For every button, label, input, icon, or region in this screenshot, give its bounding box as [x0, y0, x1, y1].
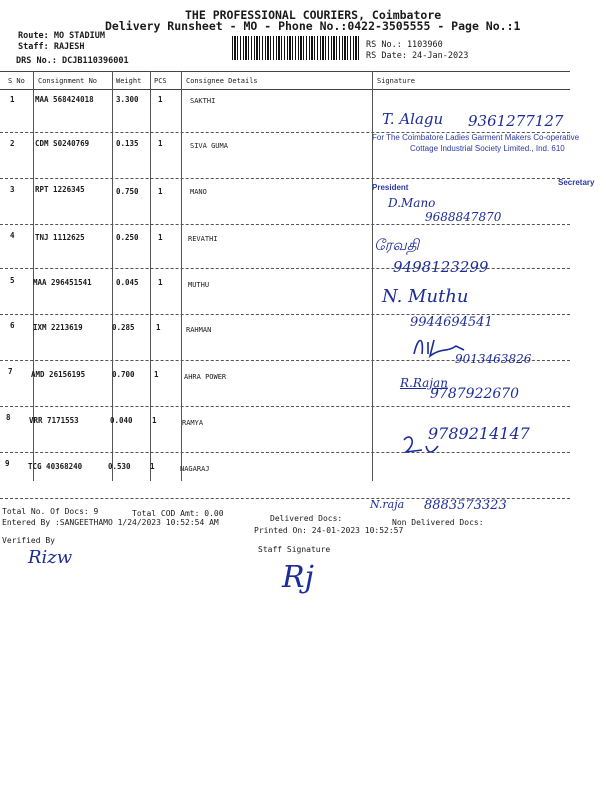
barcode	[232, 36, 360, 60]
row-weight: 0.750	[116, 187, 139, 196]
phone-handwriting: 8883573323	[424, 498, 507, 513]
table-header-line	[0, 89, 570, 90]
row-consignee: SIVA GUMA	[190, 142, 228, 150]
non-delivered-docs: Non Delivered Docs:	[392, 518, 484, 527]
row-consignee: RAMYA	[182, 419, 204, 427]
row-consignee: AHRA POWER	[184, 373, 227, 381]
signature-handwriting: N. Muthu	[382, 286, 469, 307]
row-weight: 0.530	[108, 462, 131, 471]
rs-number: RS No.: 1103960	[366, 40, 443, 50]
row-consignment: AMD 26156195	[31, 370, 86, 379]
row-pcs: 1	[158, 278, 163, 287]
row-divider	[0, 178, 570, 179]
row-consignee: MUTHU	[188, 281, 210, 289]
phone-handwriting: 9013463826	[455, 352, 532, 366]
row-pcs: 1	[156, 323, 161, 332]
row-consignee: NAGARAJ	[180, 465, 210, 473]
row-sno: 2	[10, 139, 15, 148]
row-sno: 1	[10, 95, 15, 104]
route-label: Route: MO STADIUM	[18, 31, 105, 41]
row-divider	[0, 452, 570, 453]
row-pcs: 1	[158, 139, 163, 148]
row-weight: 3.300	[116, 95, 139, 104]
secretary-label: Secretary	[558, 178, 595, 187]
row-consignment: CDM S0240769	[35, 139, 90, 148]
row-consignment: MAA 568424018	[35, 95, 94, 104]
col-header-sno: S No	[8, 77, 25, 85]
row-sno: 8	[6, 413, 11, 422]
row-sno: 7	[8, 367, 13, 376]
row-sno: 6	[10, 321, 15, 330]
signature-handwriting: N.raja	[370, 498, 405, 511]
row-consignee: REVATHI	[188, 235, 218, 243]
row-sno: 9	[5, 459, 10, 468]
row-consignment: IXM 2213619	[33, 323, 83, 332]
row-consignment: TCG 40368240	[28, 462, 83, 471]
row-divider	[0, 224, 570, 225]
row-sno: 3	[10, 185, 15, 194]
row-weight: 0.250	[116, 233, 139, 242]
entered-by: Entered By :SANGEETHAMO 1/24/2023 10:52:54 AM	[2, 518, 219, 527]
row-consignee: SAKTHI	[190, 97, 216, 105]
row-consignee: MANO	[190, 188, 207, 196]
verified-signature: Rizw	[28, 547, 73, 568]
row-consignment: TNJ 1112625	[35, 233, 85, 242]
phone-handwriting: 9789214147	[428, 424, 530, 443]
verified-by-label: Verified By	[2, 536, 55, 545]
society-stamp-line2: Cottage Industrial Society Limited., Ind. 610	[410, 144, 565, 153]
phone-handwriting: 9361277127	[468, 112, 564, 130]
row-weight: 0.045	[116, 278, 139, 287]
row-consignment: VRR 7171553	[29, 416, 79, 425]
row-weight: 0.700	[112, 370, 135, 379]
col-header-pcs: PCS	[154, 77, 167, 85]
drs-number: DRS No.: DCJB110396001	[16, 56, 129, 66]
row-weight: 0.135	[116, 139, 139, 148]
row-sno: 5	[10, 276, 15, 285]
rs-date: RS Date: 24-Jan-2023	[366, 51, 469, 61]
phone-handwriting: 9688847870	[425, 210, 502, 224]
phone-handwriting: 9944694541	[410, 315, 493, 330]
row-pcs: 1	[150, 462, 155, 471]
staff-signature-label: Staff Signature	[258, 545, 331, 554]
signature-handwriting: T. Alagu	[382, 110, 444, 128]
printed-on: Printed On: 24-01-2023 10:52:57	[254, 526, 404, 535]
signature-handwriting: ரேவதி	[374, 236, 420, 254]
row-sno: 4	[10, 231, 15, 240]
staff-label: Staff: RAJESH	[18, 42, 85, 52]
signature-handwriting: D.Mano	[388, 196, 436, 210]
runsheet-title: Delivery Runsheet - MO - Phone No.:0422-3505555 - Page No.:1	[105, 19, 521, 33]
row-pcs: 1	[158, 233, 163, 242]
signature-scribble	[400, 432, 440, 458]
total-docs: Total No. Of Docs: 9	[2, 507, 99, 516]
col-header-weight: Weight	[116, 77, 142, 85]
row-consignment: MAA 296451541	[33, 278, 92, 287]
row-pcs: 1	[158, 187, 163, 196]
table-top-line	[0, 71, 570, 72]
row-weight: 0.040	[110, 416, 133, 425]
col-header-consignee: Consignee Details	[186, 77, 258, 85]
delivered-docs: Delivered Docs:	[270, 514, 343, 523]
row-weight: 0.285	[112, 323, 135, 332]
president-label: President	[372, 183, 409, 192]
col-header-signature: Signature	[377, 77, 415, 85]
signature-handwriting: R.Rajan	[400, 376, 448, 390]
row-consignment: RPT 1226345	[35, 185, 85, 194]
staff-signature: Rj	[282, 560, 314, 595]
row-pcs: 1	[152, 416, 157, 425]
row-consignee: RAHMAN	[186, 326, 212, 334]
phone-handwriting: 9787922670	[430, 386, 520, 402]
row-pcs: 1	[154, 370, 159, 379]
row-pcs: 1	[158, 95, 163, 104]
phone-handwriting: 9498123299	[393, 258, 489, 276]
company-name: THE PROFESSIONAL COURIERS, Coimbatore	[185, 8, 442, 22]
row-divider	[0, 406, 570, 407]
society-stamp-line1: For The Coimbatore Ladies Garment Makers Co-operative	[372, 133, 580, 142]
col-header-consignment: Consignment No	[38, 77, 98, 85]
total-cod: Total COD Amt: 0.00	[132, 509, 224, 518]
